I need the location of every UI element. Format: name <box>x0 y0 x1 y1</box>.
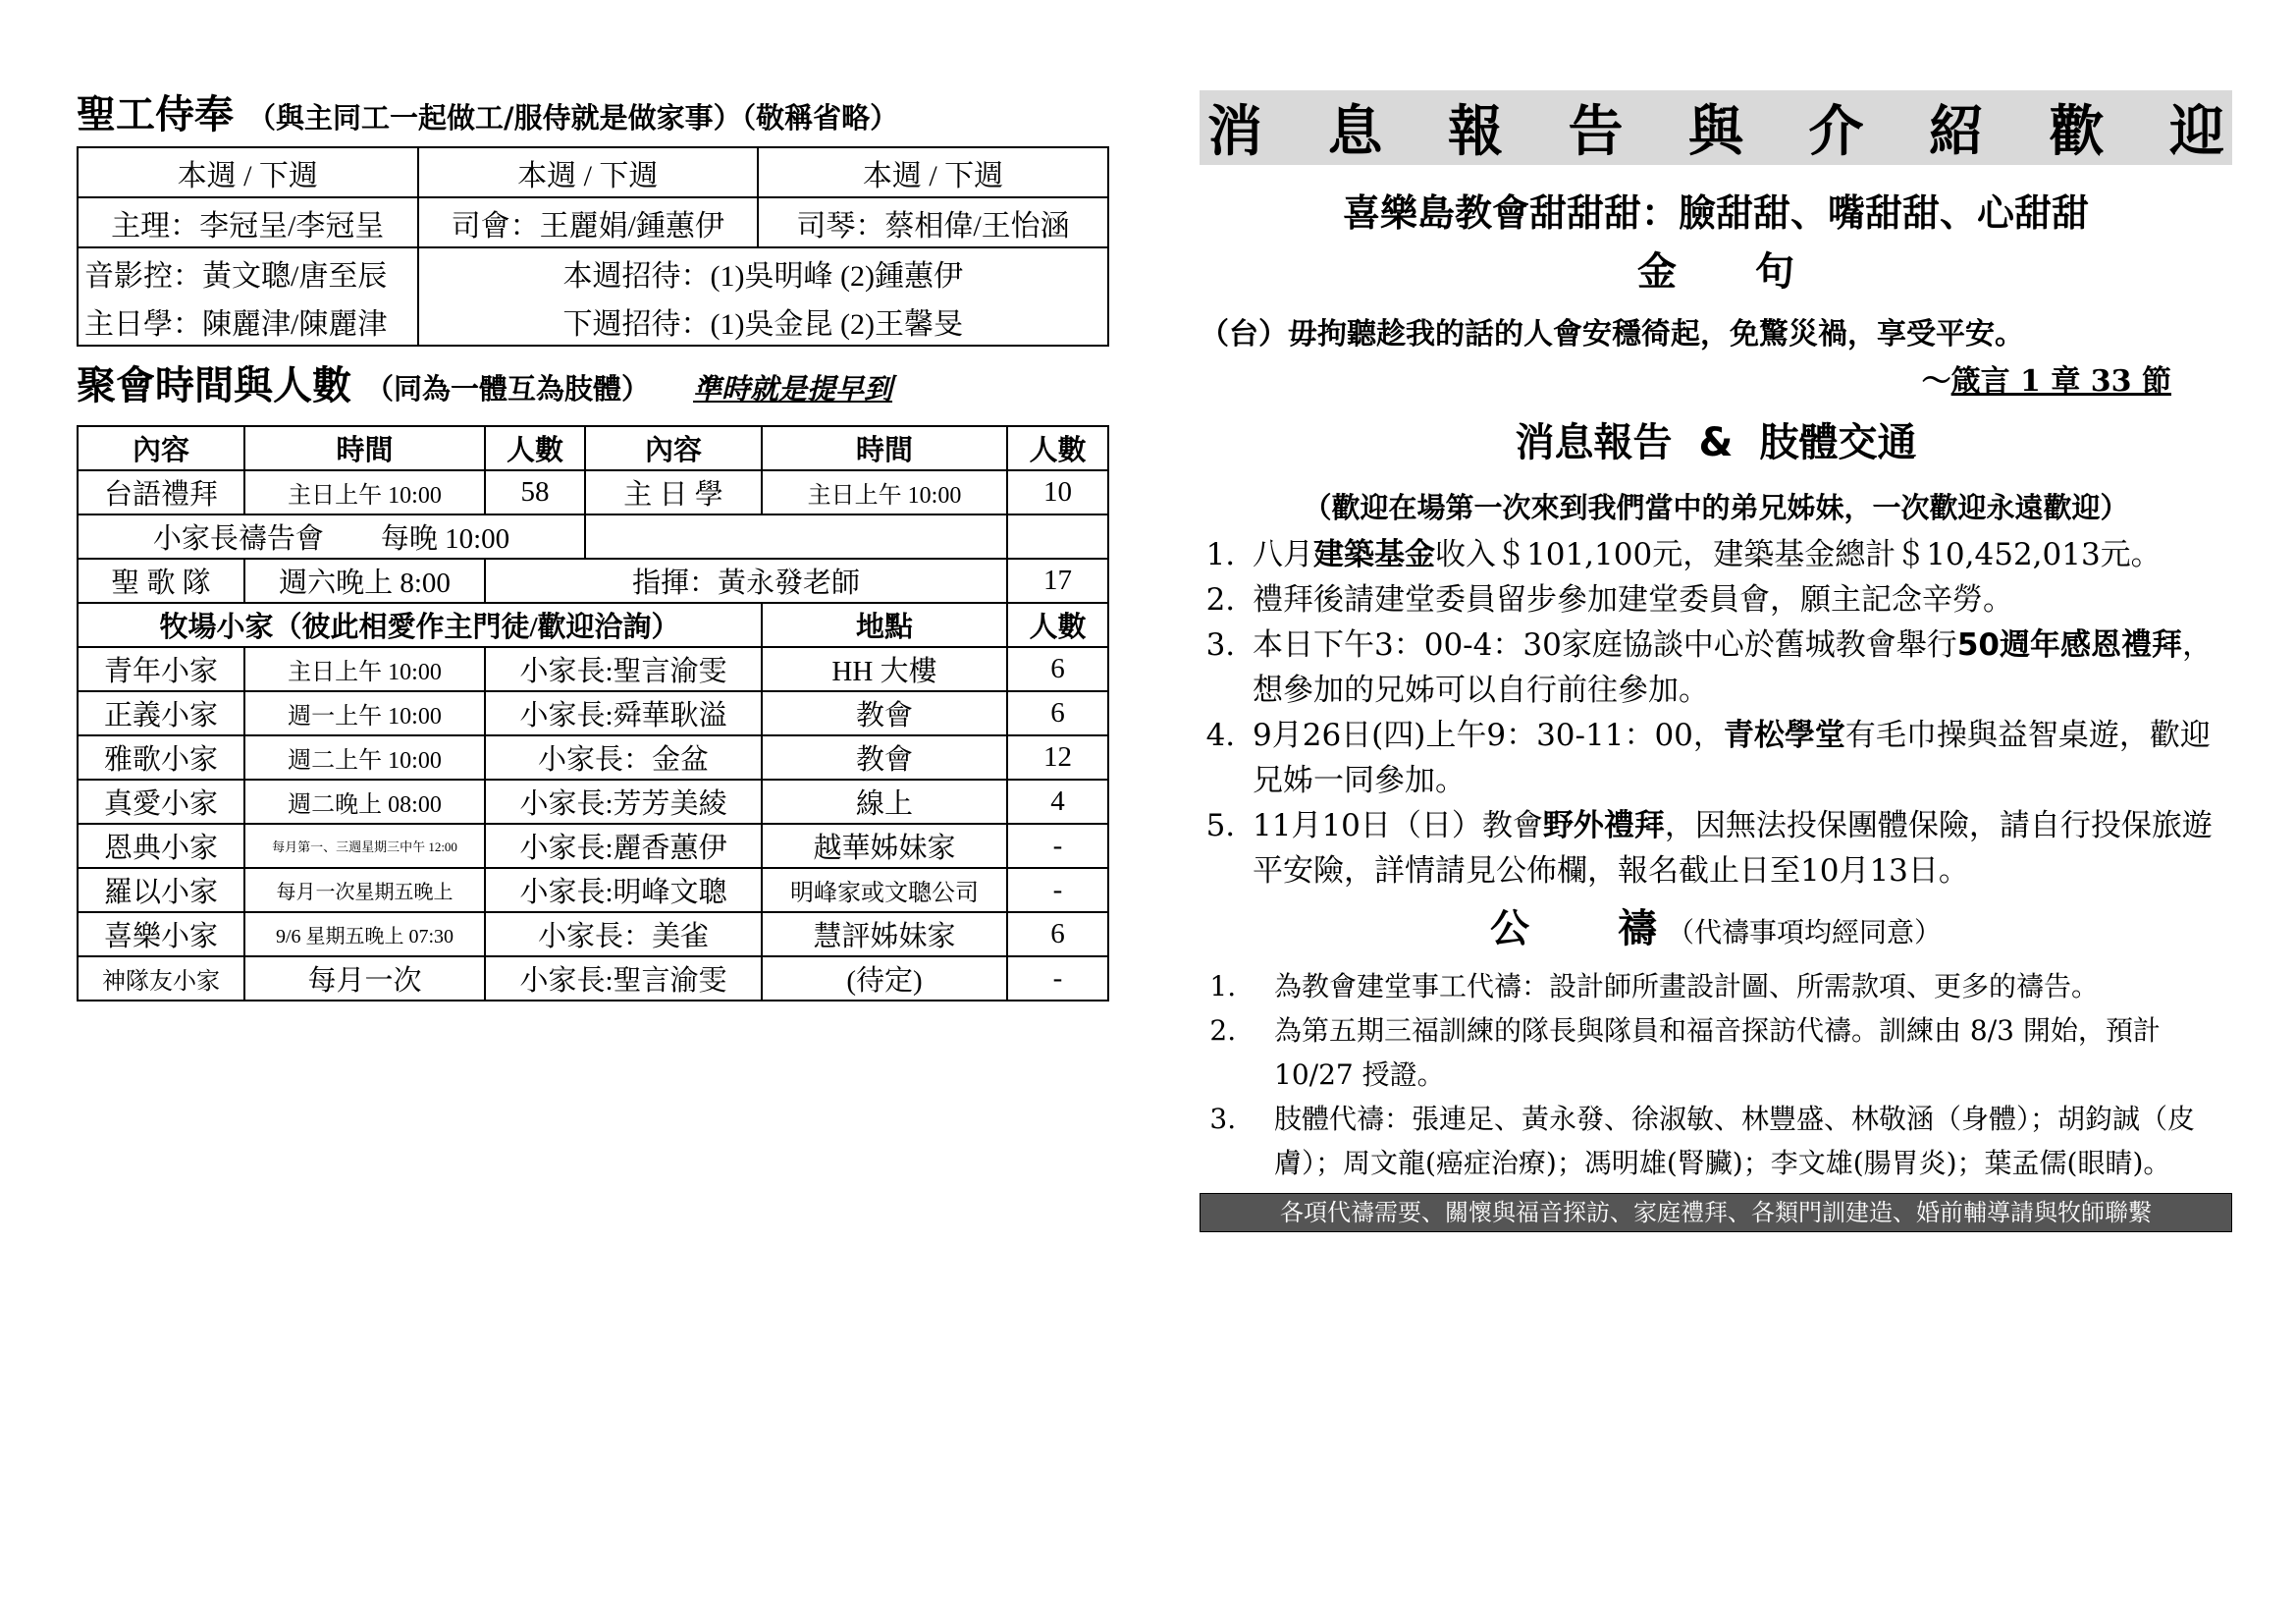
group-count: - <box>1007 956 1108 1001</box>
group-place: 教會 <box>762 735 1007 780</box>
table-row <box>78 691 1108 735</box>
group-name: 恩典小家 <box>78 824 244 868</box>
news-title-a <box>1515 421 1672 464</box>
news-title-char: 體 <box>1798 420 1839 465</box>
group-name: 正義小家 <box>78 691 244 735</box>
table-row <box>78 868 1108 912</box>
meeting-cell: 指揮：黃永發老師 <box>485 559 1007 603</box>
news-item <box>1245 577 2232 623</box>
group-count: 4 <box>1007 780 1108 824</box>
group-place: HH 大樓 <box>762 647 1007 691</box>
group-place: 慧評姊妹家 <box>762 912 1007 956</box>
group-count: 6 <box>1007 912 1108 956</box>
meeting-cell: 主日上午 10:00 <box>244 470 485 514</box>
verse-ref-prefix: ～ <box>1921 364 1951 399</box>
meeting-section-header <box>77 364 1109 407</box>
service-cell: 司琴：蔡相偉/王怡涵 <box>758 197 1108 247</box>
table-row <box>78 780 1108 824</box>
group-place: 教會 <box>762 691 1007 735</box>
news-highlight: 野外禮拜 <box>1542 808 1665 843</box>
table-row <box>78 470 1108 514</box>
service-cell: 主日學：陳麗津/陳麗津 <box>78 297 418 346</box>
golden-title-char: 金 <box>1637 249 1677 295</box>
news-title-amp: & <box>1698 420 1734 465</box>
group-place: 明峰家或文聰公司 <box>762 868 1007 912</box>
meeting-header: 內容 <box>585 426 762 470</box>
meeting-title-char: 間 <box>194 363 234 408</box>
prayer-list <box>1200 964 2232 1185</box>
service-cell: 司會：王麗娟/鍾蕙伊 <box>418 197 759 247</box>
banner-char: 消 <box>1207 100 1264 164</box>
prayer-title-char: 公 <box>1489 906 1529 951</box>
meeting-table <box>77 425 1109 1001</box>
service-title <box>77 93 234 136</box>
group-place: (待定) <box>762 956 1007 1001</box>
news-text: 9月26日(四)上午9：30-11：00， <box>1253 718 1724 753</box>
golden-verse-title <box>1200 250 2232 294</box>
meeting-header: 時間 <box>762 426 1007 470</box>
service-table <box>77 146 1109 347</box>
news-title-char: 交 <box>1838 420 1878 465</box>
group-count: 12 <box>1007 735 1108 780</box>
group-leader: 小家長：金盆 <box>485 735 762 780</box>
table-row <box>78 956 1108 1001</box>
group-leader: 小家長:聖言渝雯 <box>485 647 762 691</box>
service-cell: 主理：李冠呈/李冠呈 <box>78 197 418 247</box>
group-time: 主日上午 10:00 <box>244 647 485 691</box>
prayer-item: 3. 肢體代禱：張連足、黃永發、徐淑敏、林豐盛、林敬涵（身體）；胡鈞誠（皮膚）；周文龍(癌症治療)；馮明雄(腎臟)；李文雄(腸胃炎)；葉孟儒(眼睛)。 <box>1245 1097 2232 1185</box>
service-title-char: 奉 <box>194 92 234 137</box>
group-name: 喜樂小家 <box>78 912 244 956</box>
meeting-cell-empty <box>585 514 1007 559</box>
group-leader: 小家長:舜華耿溢 <box>485 691 762 735</box>
news-text: 11月10日（日）教會 <box>1253 808 1543 843</box>
meeting-cell: 聖 歌 隊 <box>78 559 244 603</box>
group-time: 週二上午 10:00 <box>244 735 485 780</box>
group-leader: 小家長:明峰文聰 <box>485 868 762 912</box>
group-time: 每月一次 <box>244 956 485 1001</box>
banner-char: 息 <box>1327 100 1385 164</box>
banner-char: 迎 <box>2169 100 2226 164</box>
banner-char: 報 <box>1448 100 1505 164</box>
news-highlight: 50週年感恩禮拜 <box>1956 627 2182 663</box>
meeting-slogan: 準時就是提早到 <box>693 372 893 406</box>
news-text: 禮拜後請建堂委員留步參加建堂委員會，願主記念辛勞。 <box>1253 582 2013 618</box>
meeting-cell: 17 <box>1007 559 1108 603</box>
banner-char: 告 <box>1568 100 1626 164</box>
prayer-note: （代禱事項均經同意） <box>1666 916 1942 948</box>
group-place: 越華姊妹家 <box>762 824 1007 868</box>
news-title-char: 消 <box>1515 420 1555 465</box>
service-header: 本週 / 下週 <box>758 147 1108 197</box>
table-row <box>78 514 1108 559</box>
verse-reference <box>1200 356 2232 400</box>
group-name: 羅以小家 <box>78 868 244 912</box>
meeting-title-char: 聚 <box>77 363 116 408</box>
verse-ref-text: 箴言 1 章 33 節 <box>1950 364 2171 399</box>
table-row <box>78 559 1108 603</box>
meeting-subtitle: （同為一體互為肢體） <box>365 372 651 406</box>
news-banner <box>1200 90 2232 165</box>
host-next-week: 下週招待：(1)吳金昆 (2)王馨旻 <box>418 297 1109 346</box>
service-section-header <box>77 93 1109 136</box>
group-time: 每月第一、三週星期三中午 12:00 <box>244 824 485 868</box>
group-name: 真愛小家 <box>78 780 244 824</box>
meeting-title-char: 時 <box>155 363 194 408</box>
group-header: 地點 <box>762 603 1007 647</box>
news-text: 八月 <box>1253 537 1313 572</box>
meeting-cell: 10 <box>1007 470 1108 514</box>
meeting-cell: 主日上午 10:00 <box>762 470 1007 514</box>
prayer-item: 2. 為第五期三福訓練的隊長與隊員和福音探訪代禱。訓練由 8/3 開始，預計 10/27 授證。 <box>1245 1008 2232 1097</box>
group-leader: 小家長:聖言渝雯 <box>485 956 762 1001</box>
news-text: 本日下午3：00-4：30家庭協談中心於舊城教會舉行 <box>1253 627 1957 663</box>
prayer-item: 1. 為教會建堂事工代禱：設計師所畫設計圖、所需款項、更多的禱告。 <box>1245 964 2232 1008</box>
news-text: 有毛巾操與益智桌遊，歡迎兄姊一同參加。 <box>1253 718 2211 798</box>
meeting-cell: 小家長禱告會 每晚 10:00 <box>78 514 585 559</box>
service-header: 本週 / 下週 <box>418 147 759 197</box>
news-text: ，因無法投保團體保險，請自行投保旅遊平安險，詳情請見公佈欄，報名截止日至10月13日。 <box>1253 808 2213 889</box>
news-highlight: 青松學堂 <box>1723 718 1845 753</box>
banner-char: 紹 <box>1929 100 1986 164</box>
golden-verse: （台）毋拘聽趁我的話的人會安穩徛起，免驚災禍，享受平安。 <box>1200 317 2024 352</box>
meeting-header: 人數 <box>1007 426 1108 470</box>
group-count: 6 <box>1007 647 1108 691</box>
news-highlight: 建築基金 <box>1313 537 1435 572</box>
meeting-title-char: 與 <box>234 363 273 408</box>
group-leader: 小家長:芳芳美綾 <box>485 780 762 824</box>
banner-char: 與 <box>1688 100 1745 164</box>
news-title-char: 肢 <box>1759 420 1799 465</box>
service-header: 本週 / 下週 <box>78 147 418 197</box>
group-time: 週一上午 10:00 <box>244 691 485 735</box>
service-cell: 音影控：黃文聰/唐至辰 <box>78 247 418 297</box>
group-leader: 小家長:麗香蕙伊 <box>485 824 762 868</box>
table-row <box>78 647 1108 691</box>
news-item <box>1245 623 2232 713</box>
service-subtitle: （與主同工一起做工/服侍就是做家事）（敬稱省略） <box>247 101 899 135</box>
table-row <box>78 912 1108 956</box>
group-place: 線上 <box>762 780 1007 824</box>
group-count: 6 <box>1007 691 1108 735</box>
news-item <box>1245 803 2232 893</box>
group-leader: 小家長：美雀 <box>485 912 762 956</box>
group-name: 青年小家 <box>78 647 244 691</box>
news-title-char: 告 <box>1632 420 1673 465</box>
news-item <box>1245 713 2232 803</box>
news-title-char: 報 <box>1593 420 1633 465</box>
service-title-char: 聖 <box>77 92 116 137</box>
group-count: - <box>1007 868 1108 912</box>
meeting-header: 時間 <box>244 426 485 470</box>
left-column <box>77 93 1109 1001</box>
group-time: 9/6 星期五晚上 07:30 <box>244 912 485 956</box>
meeting-cell: 週六晚上 8:00 <box>244 559 485 603</box>
meeting-header: 人數 <box>485 426 585 470</box>
meeting-title-char: 數 <box>312 363 351 408</box>
host-this-week: 本週招待：(1)吳明峰 (2)鍾蕙伊 <box>418 247 1109 297</box>
service-title-char: 侍 <box>155 92 194 137</box>
prayer-title-char: 禱 <box>1617 906 1657 951</box>
welcome-note: （歡迎在場第一次來到我們當中的弟兄姊妹，一次歡迎永遠歡迎） <box>1303 491 2129 524</box>
news-list <box>1200 532 2232 893</box>
contact-footer: 各項代禱需要、關懷與福音探訪、家庭禮拜、各類門訓建造、婚前輔導請與牧師聯繫 <box>1200 1193 2232 1232</box>
group-time: 週二晚上 08:00 <box>244 780 485 824</box>
meeting-cell: 台語禮拜 <box>78 470 244 514</box>
news-title-b <box>1760 421 1917 464</box>
meeting-title <box>77 364 351 407</box>
news-text: ，想參加的兄姊可以自行前往參加。 <box>1253 627 2213 708</box>
group-time: 每月一次星期五晚上 <box>244 868 485 912</box>
group-name: 雅歌小家 <box>78 735 244 780</box>
meeting-cell: 58 <box>485 470 585 514</box>
group-name: 神隊友小家 <box>78 956 244 1001</box>
group-header: 牧場小家（彼此相愛作主門徒/歡迎洽詢） <box>78 603 762 647</box>
news-item <box>1245 532 2232 577</box>
news-text: 收入＄101,100元，建築基金總計＄10,452,013元。 <box>1435 537 2162 572</box>
church-motto: 喜樂島教會甜甜甜：臉甜甜、嘴甜甜、心甜甜 <box>1342 191 2089 235</box>
meeting-title-char: 人 <box>273 363 312 408</box>
group-count: - <box>1007 824 1108 868</box>
group-header: 人數 <box>1007 603 1108 647</box>
news-title <box>1200 421 2232 464</box>
news-title-char: 通 <box>1877 420 1917 465</box>
service-title-char: 工 <box>116 92 155 137</box>
table-row <box>78 824 1108 868</box>
prayer-title <box>1200 907 2232 950</box>
table-row <box>78 735 1108 780</box>
banner-char: 歡 <box>2049 100 2107 164</box>
right-column <box>1200 90 2232 1232</box>
news-title-char: 息 <box>1554 420 1594 465</box>
meeting-cell-empty <box>1007 514 1108 559</box>
golden-title-char: 句 <box>1755 249 1794 295</box>
banner-char: 介 <box>1808 100 1866 164</box>
meeting-cell: 主 日 學 <box>585 470 762 514</box>
meeting-title-char: 會 <box>116 363 155 408</box>
meeting-header: 內容 <box>78 426 244 470</box>
